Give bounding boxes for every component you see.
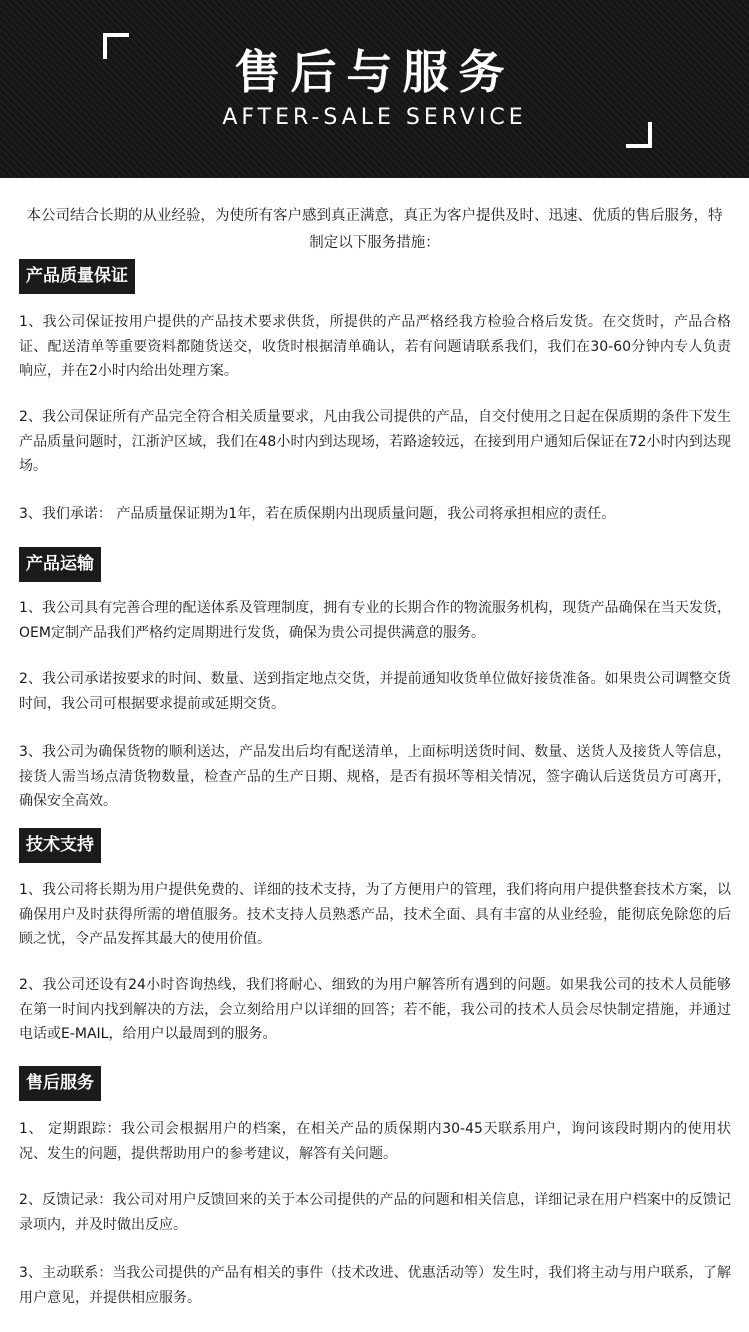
header-banner [0, 0, 749, 178]
paragraph: 2、我公司还设有24小时咨询热线，我们将耐心、细致的为用户解答所有遇到的问题。如果我公司的技术人员能够在第一时间内找到解决的方法，会立刻给用户以详细的回答；若不能，我公司的技术人员会尽快制定措施，并通过电话或E-MAIL，给用户以最周到的服务。 [19, 977, 731, 1042]
paragraph: 2、我公司保证所有产品完全符合相关质量要求，凡由我公司提供的产品，自交付使用之日起在保质期的条件下发生产品质量问题时，江浙沪区域，我们在48小时内到达现场，若路途较远，在接到用户通知后保证在72小时内到达现场。 [19, 409, 731, 474]
page-subtitle: AFTER-SALE SERVICE [222, 105, 527, 130]
paragraph: 2、我公司承诺按要求的时间、数量、送到指定地点交货，并提前通知收货单位做好接货准备。如果贵公司调整交货时间，我公司可根据要求提前或延期交货。 [19, 671, 731, 712]
paragraph: 3、主动联系：当我公司提供的产品有相关的事件（技术改进、优惠活动等）发生时，我们将主动与用户联系，了解用户意见，并提供相应服务。 [19, 1265, 731, 1306]
paragraph: 3、我们承诺： 产品质量保证期为1年，若在质保期内出现质量问题，我公司将承担相应的责任。 [19, 506, 616, 522]
section-title-after-sale: 售后服务 [19, 1066, 101, 1101]
section-title-transport: 产品运输 [19, 547, 101, 582]
paragraph: 2、反馈记录：我公司对用户反馈回来的关于本公司提供的产品的问题和相关信息，详细记录在用户档案中的反馈记录项内，并及时做出反应。 [19, 1192, 731, 1233]
paragraph: 3、我公司为确保货物的顺利送达，产品发出后均有配送清单，上面标明送货时间、数量、送货人及接货人等信息，接货人需当场点清货物数量，检查产品的生产日期、规格，是否有损坏等相关情况，签字确认后送货员方可离开，确保安全高效。 [19, 744, 731, 809]
paragraph: 1、我公司将长期为用户提供免费的、详细的技术支持，为了方便用户的管理，我们将向用户提供整套技术方案，以确保用户及时获得所需的增值服务。技术支持人员熟悉产品，技术全面、具有丰富的从业经验，能彻底免除您的后顾之忧，令产品发挥其最大的使用价值。 [19, 882, 731, 947]
corner-bracket-bottom-right-icon [626, 122, 652, 148]
paragraph: 1、我公司具有完善合理的配送体系及管理制度，拥有专业的长期合作的物流服务机构，现货产品确保在当天发货，OEM定制产品我们严格约定周期进行发货，确保为贵公司提供满意的服务。 [19, 600, 731, 641]
paragraph: 1、 定期跟踪：我公司会根据用户的档案，在相关产品的质保期内30-45天联系用户，询问该段时期内的使用状况、发生的问题，提供帮助用户的参考建议，解答有关问题。 [19, 1121, 731, 1162]
paragraph: 1、我公司保证按用户提供的产品技术要求供货，所提供的产品严格经我方检验合格后发货。在交货时，产品合格证、配送清单等重要资料都随货送交，收货时根据清单确认，若有问题请联系我们，我们在30-60分钟内专人负责响应，并在2小时内给出处理方案。 [19, 314, 731, 379]
section-title-tech-support: 技术支持 [19, 828, 101, 863]
page-title: 售后与服务 [234, 45, 515, 99]
section-title-quality: 产品质量保证 [19, 259, 135, 294]
intro-text: 本公司结合长期的从业经验，为使所有客户感到真正满意，真正为客户提供及时、迅速、优质的售后服务，特制定以下服务措施： [26, 208, 723, 251]
